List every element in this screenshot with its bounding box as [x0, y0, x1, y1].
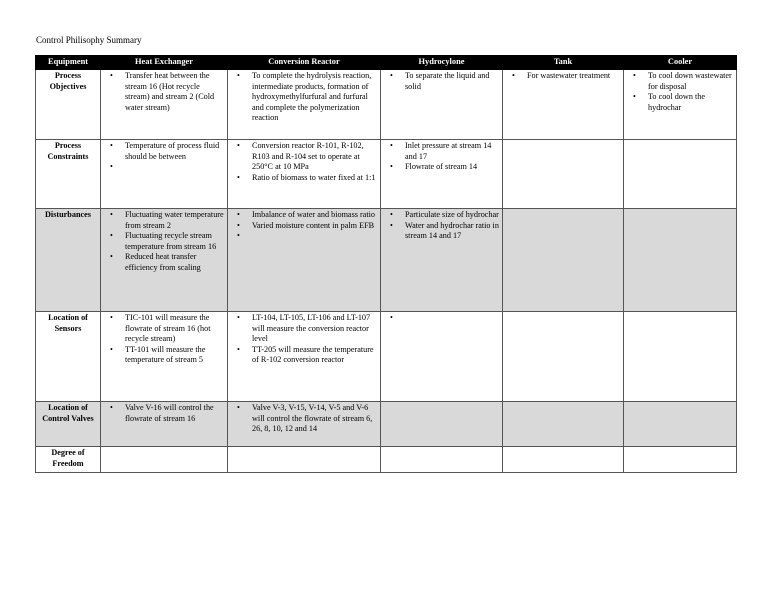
- list-item-text: • Inlet pressure at stream 14 and 17: [405, 141, 492, 161]
- cell-disturbances-cooler: [624, 209, 737, 312]
- table-body: [36, 70, 737, 473]
- control-philosophy-table: [35, 55, 737, 473]
- list-item-text: • TT-205 will measure the temperature of R-102 conversion reactor: [252, 344, 374, 365]
- row-label-location-of-control-valves: Location of Control Valves: [36, 402, 101, 447]
- cell-location-of-sensors-cooler: [624, 312, 737, 402]
- cell-disturbances-conversion-reactor: [228, 209, 381, 312]
- list-item: [399, 210, 500, 221]
- list-item-text: • Water and hydrochar ratio in stream 14 and 17: [405, 220, 499, 241]
- list-item: [246, 71, 378, 124]
- table-row-disturbances: [36, 209, 737, 312]
- cell-location-of-control-valves-conversion-reactor: [228, 402, 381, 447]
- list-item-text: • Flowrate of stream 14: [405, 162, 478, 172]
- bullet-list: [383, 313, 500, 323]
- list-item-text: [252, 231, 378, 241]
- table-row-process-objectives: [36, 70, 737, 140]
- row-label-location-of-sensors: Location of Sensors: [36, 312, 101, 402]
- column-header-equipment: Equipment: [36, 56, 101, 70]
- list-item-text: • Particulate size of hydrochar: [405, 210, 499, 219]
- list-item-text: • TT-101 will measure the temperature of stream 5: [125, 344, 206, 365]
- column-header-tank: Tank: [503, 56, 624, 70]
- list-item: [246, 221, 378, 232]
- list-item: [119, 231, 225, 252]
- list-item-text: • Fluctuating water temperature from stream 2: [125, 210, 224, 230]
- cell-disturbances-heat-exchanger: [101, 209, 228, 312]
- list-item-text: • Ratio of biomass to water fixed at 1:1: [252, 172, 376, 182]
- cell-degree-of-freedom-tank: [503, 447, 624, 473]
- list-item: [119, 71, 225, 113]
- list-item: [246, 313, 378, 345]
- cell-location-of-control-valves-cooler: [624, 402, 737, 447]
- cell-disturbances-hydrocylone: [381, 209, 503, 312]
- bullet-list: [230, 141, 378, 183]
- bullet-list: [103, 210, 225, 274]
- cell-disturbances-tank: [503, 209, 624, 312]
- cell-process-constraints-tank: [503, 140, 624, 209]
- list-item: [399, 221, 500, 242]
- header-row: [36, 56, 737, 70]
- cell-location-of-control-valves-tank: [503, 402, 624, 447]
- list-item-text: • To cool down wastewater for disposal: [648, 71, 732, 91]
- list-item: [119, 162, 225, 172]
- cell-process-constraints-heat-exchanger: [101, 140, 228, 209]
- cell-degree-of-freedom-cooler: [624, 447, 737, 473]
- list-item: [119, 313, 225, 345]
- cell-process-constraints-cooler: [624, 140, 737, 209]
- row-label-process-objectives: Process Objectives: [36, 70, 101, 140]
- cell-degree-of-freedom-heat-exchanger: [101, 447, 228, 473]
- cell-process-objectives-tank: [503, 70, 624, 140]
- table-row-degree-of-freedom: [36, 447, 737, 473]
- bullet-list: [383, 210, 500, 242]
- cell-location-of-control-valves-heat-exchanger: [101, 402, 228, 447]
- row-label-disturbances: Disturbances: [36, 209, 101, 312]
- list-item: [399, 162, 500, 173]
- bullet-list: [230, 71, 378, 124]
- list-item-text: • TIC-101 will measure the flowrate of stream 16 (hot recycle stream): [125, 313, 211, 344]
- cell-process-constraints-conversion-reactor: [228, 140, 381, 209]
- list-item-text: • Reduced heat transfer efficiency from scaling: [125, 252, 201, 272]
- bullet-list: [103, 403, 225, 424]
- cell-location-of-sensors-tank: [503, 312, 624, 402]
- list-item-text: • Fluctuating recycle stream temperature from stream 16: [125, 231, 217, 251]
- document-title: Control Philisophy Summary: [36, 35, 142, 45]
- list-item-text: [125, 162, 225, 172]
- column-header-heat-exchanger: Heat Exchanger: [101, 56, 228, 70]
- list-item-text: • Imbalance of water and biomass ratio: [252, 210, 375, 219]
- row-label-degree-of-freedom: Degree of Freedom: [36, 447, 101, 473]
- cell-degree-of-freedom-conversion-reactor: [228, 447, 381, 473]
- list-item: [119, 252, 225, 273]
- list-item: [246, 345, 378, 366]
- cell-process-objectives-conversion-reactor: [228, 70, 381, 140]
- bullet-list: [103, 141, 225, 172]
- column-header-cooler: Cooler: [624, 56, 737, 70]
- list-item: [399, 313, 500, 323]
- bullet-list: [103, 313, 225, 366]
- table-row-location-of-control-valves: [36, 402, 737, 447]
- list-item-text: • Transfer heat between the stream 16 (Hot recycle stream) and stream 2 (Cold water stream): [125, 71, 215, 112]
- list-item-text: • Temperature of process fluid should be between: [125, 141, 220, 161]
- row-label-process-constraints: Process Constraints: [36, 140, 101, 209]
- column-header-hydrocylone: Hydrocylone: [381, 56, 503, 70]
- bullet-list: [230, 403, 378, 435]
- list-item: [399, 71, 500, 92]
- bullet-list: [230, 313, 378, 366]
- list-item: [119, 345, 225, 366]
- list-item-text: • LT-104, LT-105, LT-106 and LT-107 will measure the conversion reactor level: [252, 313, 371, 344]
- list-item: [642, 71, 734, 92]
- list-item: [246, 173, 378, 184]
- list-item: [399, 141, 500, 162]
- list-item-text: • Varied moisture content in palm EFB: [252, 220, 375, 230]
- list-item: [521, 71, 621, 82]
- list-item: [119, 141, 225, 162]
- list-item: [119, 210, 225, 231]
- list-item-text: • To separate the liquid and solid: [405, 71, 490, 91]
- cell-degree-of-freedom-hydrocylone: [381, 447, 503, 473]
- bullet-list: [230, 210, 378, 241]
- list-item: [246, 231, 378, 241]
- cell-location-of-sensors-heat-exchanger: [101, 312, 228, 402]
- bullet-list: [103, 71, 225, 113]
- list-item: [642, 92, 734, 113]
- cell-process-objectives-cooler: [624, 70, 737, 140]
- list-item-text: [405, 313, 500, 323]
- cell-process-objectives-heat-exchanger: [101, 70, 228, 140]
- list-item: [246, 141, 378, 173]
- list-item-text: • To complete the hydrolysis reaction, intermediate products, formation of hydroxymethylfurfural and furfural and complete the polymerization reaction: [252, 71, 372, 123]
- bullet-list: [383, 141, 500, 173]
- table-row-process-constraints: [36, 140, 737, 209]
- list-item-text: • Valve V-3, V-15, V-14, V-5 and V-6 will control the flowrate of stream 6, 26, 8, 10, 12 and 14: [252, 403, 373, 434]
- list-item: [119, 403, 225, 424]
- bullet-list: [505, 71, 621, 82]
- bullet-list: [626, 71, 734, 113]
- list-item: [246, 403, 378, 435]
- cell-process-constraints-hydrocylone: [381, 140, 503, 209]
- cell-location-of-sensors-hydrocylone: [381, 312, 503, 402]
- cell-location-of-sensors-conversion-reactor: [228, 312, 381, 402]
- bullet-list: [383, 71, 500, 92]
- cell-location-of-control-valves-hydrocylone: [381, 402, 503, 447]
- column-header-conversion-reactor: Conversion Reactor: [228, 56, 381, 70]
- cell-process-objectives-hydrocylone: [381, 70, 503, 140]
- list-item-text: • For wastewater treatment: [527, 71, 611, 80]
- list-item: [246, 210, 378, 221]
- list-item-text: • Conversion reactor R-101, R-102, R103 and R-104 set to operate at 250°C at 10 MPa: [252, 141, 364, 172]
- list-item-text: • To cool down the hydrochar: [648, 92, 705, 112]
- list-item-text: • Valve V-16 will control the flowrate of stream 16: [125, 403, 214, 423]
- table-row-location-of-sensors: [36, 312, 737, 402]
